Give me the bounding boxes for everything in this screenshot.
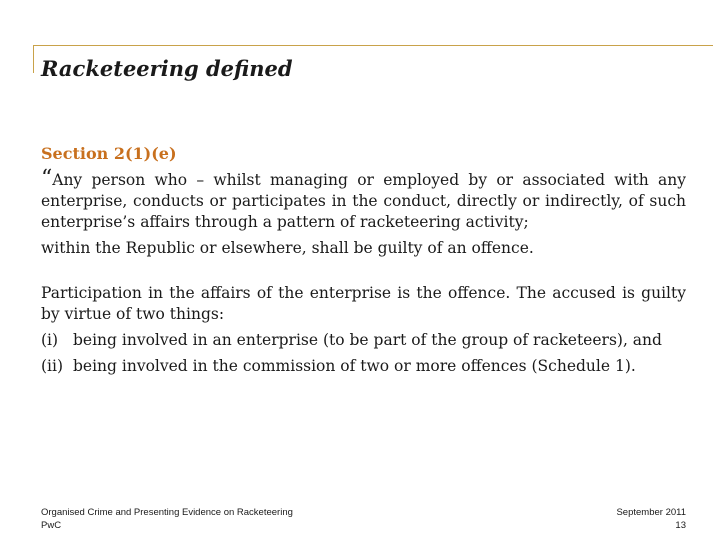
header-rule-corner (33, 45, 34, 73)
footer-document-title: Organised Crime and Presenting Evidence on Racketeering (41, 507, 293, 518)
list-item-text: being involved in the commission of two or more offences (Schedule 1). (73, 357, 636, 375)
footer-date: September 2011 (616, 507, 686, 518)
statute-quote-text: Any person who – whilst managing or employed by or associated with any enterprise, conducts or participates in the conduct, directly or indirectly, of such enterprise’s affairs through a pattern of racketeering activity; (41, 171, 686, 231)
statute-conclusion: within the Republic or elsewhere, shall be guilty of an offence. (41, 239, 534, 257)
page-number: 13 (675, 520, 686, 531)
statute-quote (41, 166, 686, 233)
header-rule (33, 45, 713, 46)
section-heading: Section 2(1)(e) (41, 144, 177, 163)
footer-left (41, 506, 293, 532)
list-item-text: being involved in an enterprise (to be part of the group of racketeers), and (73, 331, 662, 349)
participation-paragraph: Participation in the affairs of the enterprise is the offence. The accused is guilty by virtue of two things: (41, 284, 686, 323)
list-item (41, 356, 686, 377)
footer-company: PwC (41, 520, 62, 531)
list-marker: (i) (41, 331, 59, 349)
list-item (41, 330, 686, 351)
footer-right (616, 506, 686, 532)
slide-title: Racketeering defined (41, 56, 293, 81)
open-quote-mark: “ (41, 166, 53, 191)
list-marker: (ii) (41, 357, 64, 375)
slide-body (41, 143, 686, 377)
